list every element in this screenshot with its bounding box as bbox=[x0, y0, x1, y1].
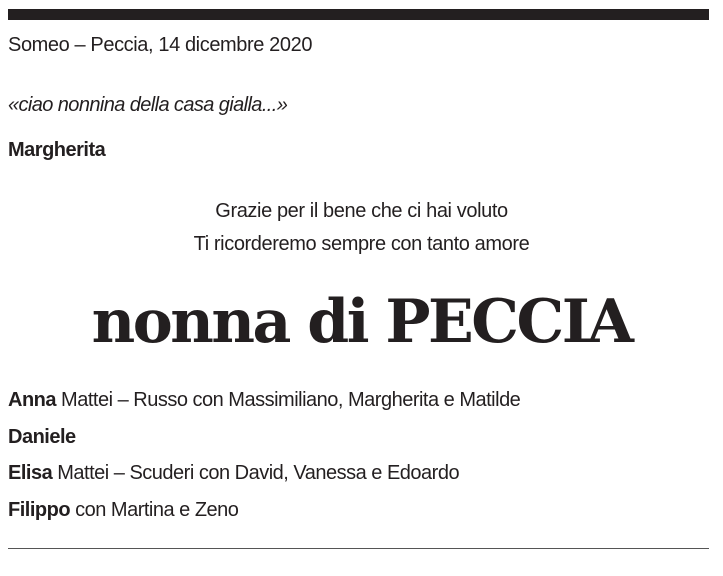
mourner-rest: con Martina e Zeno bbox=[70, 498, 239, 521]
mourner-rest: Mattei – Russo con Massimiliano, Margherita e Matilde bbox=[56, 389, 521, 411]
deceased-name: nonna di PECCIA bbox=[91, 287, 632, 357]
thanks-line: Grazie per il bene che ci hai voluto bbox=[215, 200, 508, 222]
thanks-line: Ti ricorderemo sempre con tanto amore bbox=[193, 233, 530, 255]
signer-name: Margherita bbox=[8, 139, 106, 161]
mourners-list bbox=[8, 385, 520, 531]
mourner-first-name: Filippo bbox=[8, 498, 71, 521]
mourner-first-name: Daniele bbox=[8, 425, 76, 448]
place-date: Someo – Peccia, 14 dicembre 2020 bbox=[8, 34, 313, 56]
quote: «ciao nonnina della casa gialla...» bbox=[8, 94, 288, 116]
mourner-first-name: Elisa bbox=[8, 462, 53, 484]
bottom-rule bbox=[8, 548, 709, 549]
mourner-first-name: Anna bbox=[8, 389, 56, 411]
mourner-rest: Mattei – Scuderi con David, Vanessa e Edoardo bbox=[52, 462, 460, 484]
mourner-line bbox=[8, 495, 520, 532]
thanks-message bbox=[0, 197, 723, 263]
mourner-line bbox=[8, 458, 520, 495]
mourner-line bbox=[8, 422, 520, 459]
mourner-line bbox=[8, 385, 520, 422]
top-rule bbox=[8, 9, 709, 20]
